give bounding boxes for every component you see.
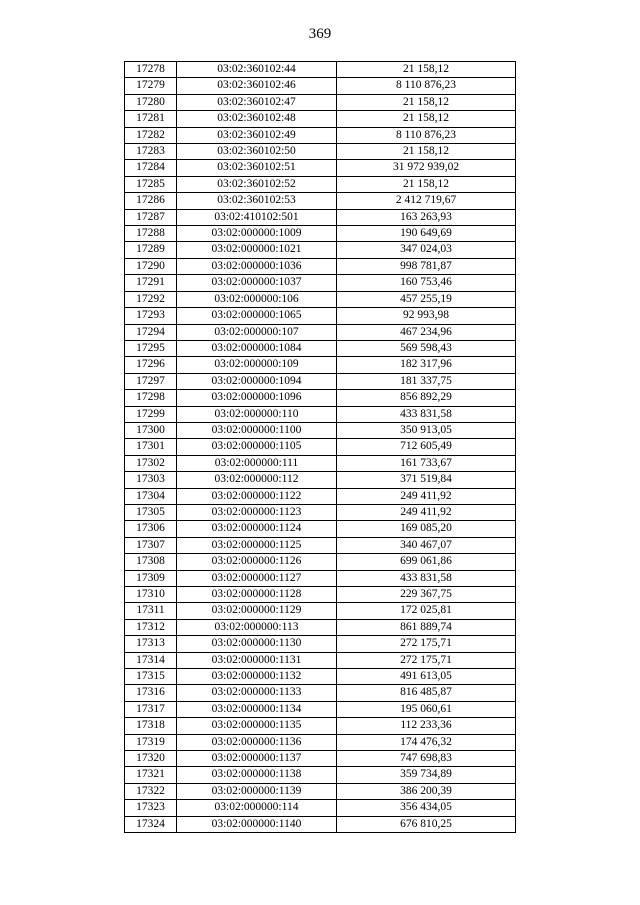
table-row — [125, 718, 516, 734]
table-row — [125, 127, 516, 143]
table-row — [125, 78, 516, 94]
table-row — [125, 751, 516, 767]
cadastral-number-cell: 03:02:360102:47 — [177, 94, 337, 110]
table-row — [125, 767, 516, 783]
cadastral-number-cell: 03:02:000000:106 — [177, 291, 337, 307]
row-number-cell: 17323 — [125, 800, 177, 816]
value-cell: 21 158,12 — [337, 176, 516, 192]
value-cell: 816 485,87 — [337, 685, 516, 701]
table-row — [125, 685, 516, 701]
table-row — [125, 357, 516, 373]
value-cell: 249 411,92 — [337, 488, 516, 504]
row-number-cell: 17290 — [125, 258, 177, 274]
value-cell: 8 110 876,23 — [337, 78, 516, 94]
value-cell: 386 200,39 — [337, 783, 516, 799]
row-number-cell: 17288 — [125, 226, 177, 242]
table-row — [125, 570, 516, 586]
row-number-cell: 17292 — [125, 291, 177, 307]
cadastral-number-cell: 03:02:000000:111 — [177, 455, 337, 471]
value-cell: 21 158,12 — [337, 62, 516, 78]
row-number-cell: 17293 — [125, 308, 177, 324]
row-number-cell: 17284 — [125, 160, 177, 176]
table-row — [125, 176, 516, 192]
value-cell: 272 175,71 — [337, 636, 516, 652]
value-cell: 21 158,12 — [337, 144, 516, 160]
cadastral-value-table — [124, 61, 516, 833]
value-cell: 433 831,58 — [337, 570, 516, 586]
value-cell: 433 831,58 — [337, 406, 516, 422]
table-row — [125, 390, 516, 406]
cadastral-number-cell: 03:02:000000:1134 — [177, 701, 337, 717]
cadastral-number-cell: 03:02:000000:1135 — [177, 718, 337, 734]
table-row — [125, 587, 516, 603]
cadastral-number-cell: 03:02:360102:52 — [177, 176, 337, 192]
value-cell: 195 060,61 — [337, 701, 516, 717]
row-number-cell: 17280 — [125, 94, 177, 110]
row-number-cell: 17321 — [125, 767, 177, 783]
table-row — [125, 455, 516, 471]
value-cell: 747 698,83 — [337, 751, 516, 767]
cadastral-number-cell: 03:02:000000:1136 — [177, 734, 337, 750]
table-row — [125, 94, 516, 110]
value-cell: 272 175,71 — [337, 652, 516, 668]
row-number-cell: 17291 — [125, 275, 177, 291]
cadastral-number-cell: 03:02:360102:44 — [177, 62, 337, 78]
cadastral-number-cell: 03:02:000000:114 — [177, 800, 337, 816]
value-cell: 190 649,69 — [337, 226, 516, 242]
cadastral-number-cell: 03:02:000000:1036 — [177, 258, 337, 274]
cadastral-number-cell: 03:02:000000:107 — [177, 324, 337, 340]
value-cell: 229 367,75 — [337, 587, 516, 603]
table-row — [125, 62, 516, 78]
cadastral-number-cell: 03:02:000000:1084 — [177, 340, 337, 356]
value-cell: 998 781,87 — [337, 258, 516, 274]
value-cell: 347 024,03 — [337, 242, 516, 258]
value-cell: 92 993,98 — [337, 308, 516, 324]
table-row — [125, 193, 516, 209]
table-row — [125, 291, 516, 307]
value-cell: 491 613,05 — [337, 669, 516, 685]
table-body — [125, 62, 516, 833]
cadastral-number-cell: 03:02:360102:53 — [177, 193, 337, 209]
row-number-cell: 17316 — [125, 685, 177, 701]
cadastral-number-cell: 03:02:000000:1126 — [177, 554, 337, 570]
table-row — [125, 619, 516, 635]
row-number-cell: 17296 — [125, 357, 177, 373]
row-number-cell: 17320 — [125, 751, 177, 767]
table-row — [125, 324, 516, 340]
value-cell: 181 337,75 — [337, 373, 516, 389]
row-number-cell: 17324 — [125, 816, 177, 832]
cadastral-number-cell: 03:02:000000:1140 — [177, 816, 337, 832]
row-number-cell: 17308 — [125, 554, 177, 570]
cadastral-number-cell: 03:02:000000:1133 — [177, 685, 337, 701]
row-number-cell: 17303 — [125, 472, 177, 488]
table-row — [125, 504, 516, 520]
value-cell: 21 158,12 — [337, 94, 516, 110]
cadastral-number-cell: 03:02:000000:1009 — [177, 226, 337, 242]
row-number-cell: 17289 — [125, 242, 177, 258]
value-cell: 569 598,43 — [337, 340, 516, 356]
value-cell: 21 158,12 — [337, 111, 516, 127]
row-number-cell: 17282 — [125, 127, 177, 143]
cadastral-number-cell: 03:02:360102:49 — [177, 127, 337, 143]
row-number-cell: 17313 — [125, 636, 177, 652]
row-number-cell: 17281 — [125, 111, 177, 127]
row-number-cell: 17309 — [125, 570, 177, 586]
row-number-cell: 17298 — [125, 390, 177, 406]
table-row — [125, 537, 516, 553]
value-cell: 160 753,46 — [337, 275, 516, 291]
table-row — [125, 275, 516, 291]
row-number-cell: 17318 — [125, 718, 177, 734]
table-row — [125, 783, 516, 799]
table-row — [125, 258, 516, 274]
value-cell: 172 025,81 — [337, 603, 516, 619]
row-number-cell: 17285 — [125, 176, 177, 192]
row-number-cell: 17286 — [125, 193, 177, 209]
row-number-cell: 17287 — [125, 209, 177, 225]
cadastral-number-cell: 03:02:360102:48 — [177, 111, 337, 127]
row-number-cell: 17307 — [125, 537, 177, 553]
value-cell: 467 234,96 — [337, 324, 516, 340]
cadastral-number-cell: 03:02:000000:1094 — [177, 373, 337, 389]
cadastral-number-cell: 03:02:410102:501 — [177, 209, 337, 225]
row-number-cell: 17279 — [125, 78, 177, 94]
row-number-cell: 17300 — [125, 422, 177, 438]
cadastral-number-cell: 03:02:000000:1130 — [177, 636, 337, 652]
cadastral-number-cell: 03:02:360102:46 — [177, 78, 337, 94]
cadastral-number-cell: 03:02:360102:50 — [177, 144, 337, 160]
cadastral-number-cell: 03:02:000000:1131 — [177, 652, 337, 668]
row-number-cell: 17301 — [125, 439, 177, 455]
cadastral-number-cell: 03:02:000000:1124 — [177, 521, 337, 537]
row-number-cell: 17315 — [125, 669, 177, 685]
value-cell: 856 892,29 — [337, 390, 516, 406]
table-row — [125, 816, 516, 832]
cadastral-number-cell: 03:02:000000:112 — [177, 472, 337, 488]
table-row — [125, 406, 516, 422]
cadastral-number-cell: 03:02:000000:1127 — [177, 570, 337, 586]
value-cell: 161 733,67 — [337, 455, 516, 471]
table-row — [125, 226, 516, 242]
row-number-cell: 17304 — [125, 488, 177, 504]
table-row — [125, 340, 516, 356]
cadastral-number-cell: 03:02:000000:1137 — [177, 751, 337, 767]
value-cell: 169 085,20 — [337, 521, 516, 537]
row-number-cell: 17305 — [125, 504, 177, 520]
table-row — [125, 242, 516, 258]
value-cell: 457 255,19 — [337, 291, 516, 307]
page-number: 369 — [308, 26, 332, 42]
value-cell: 249 411,92 — [337, 504, 516, 520]
cadastral-number-cell: 03:02:000000:1065 — [177, 308, 337, 324]
cadastral-number-cell: 03:02:360102:51 — [177, 160, 337, 176]
row-number-cell: 17299 — [125, 406, 177, 422]
value-cell: 8 110 876,23 — [337, 127, 516, 143]
value-cell: 350 913,05 — [337, 422, 516, 438]
row-number-cell: 17283 — [125, 144, 177, 160]
value-cell: 359 734,89 — [337, 767, 516, 783]
cadastral-number-cell: 03:02:000000:1021 — [177, 242, 337, 258]
cadastral-number-cell: 03:02:000000:1123 — [177, 504, 337, 520]
table-row — [125, 209, 516, 225]
row-number-cell: 17311 — [125, 603, 177, 619]
value-cell: 340 467,07 — [337, 537, 516, 553]
row-number-cell: 17297 — [125, 373, 177, 389]
cadastral-number-cell: 03:02:000000:1128 — [177, 587, 337, 603]
table-row — [125, 734, 516, 750]
table-row — [125, 422, 516, 438]
cadastral-number-cell: 03:02:000000:1096 — [177, 390, 337, 406]
table-row — [125, 160, 516, 176]
table-row — [125, 472, 516, 488]
cadastral-number-cell: 03:02:000000:1139 — [177, 783, 337, 799]
cadastral-number-cell: 03:02:000000:1100 — [177, 422, 337, 438]
row-number-cell: 17278 — [125, 62, 177, 78]
cadastral-number-cell: 03:02:000000:1132 — [177, 669, 337, 685]
row-number-cell: 17294 — [125, 324, 177, 340]
row-number-cell: 17319 — [125, 734, 177, 750]
row-number-cell: 17322 — [125, 783, 177, 799]
table-row — [125, 636, 516, 652]
table-row — [125, 111, 516, 127]
table-row — [125, 554, 516, 570]
value-cell: 163 263,93 — [337, 209, 516, 225]
row-number-cell: 17306 — [125, 521, 177, 537]
row-number-cell: 17317 — [125, 701, 177, 717]
row-number-cell: 17310 — [125, 587, 177, 603]
cadastral-number-cell: 03:02:000000:1122 — [177, 488, 337, 504]
table-row — [125, 488, 516, 504]
cadastral-number-cell: 03:02:000000:1125 — [177, 537, 337, 553]
table-row — [125, 800, 516, 816]
value-cell: 112 233,36 — [337, 718, 516, 734]
table-row — [125, 521, 516, 537]
row-number-cell: 17302 — [125, 455, 177, 471]
table-row — [125, 652, 516, 668]
value-cell: 676 810,25 — [337, 816, 516, 832]
cadastral-number-cell: 03:02:000000:1129 — [177, 603, 337, 619]
row-number-cell: 17295 — [125, 340, 177, 356]
table-row — [125, 669, 516, 685]
cadastral-number-cell: 03:02:000000:1138 — [177, 767, 337, 783]
cadastral-number-cell: 03:02:000000:113 — [177, 619, 337, 635]
table-row — [125, 373, 516, 389]
cadastral-number-cell: 03:02:000000:1037 — [177, 275, 337, 291]
row-number-cell: 17312 — [125, 619, 177, 635]
cadastral-number-cell: 03:02:000000:1105 — [177, 439, 337, 455]
cadastral-number-cell: 03:02:000000:110 — [177, 406, 337, 422]
value-cell: 182 317,96 — [337, 357, 516, 373]
value-cell: 174 476,32 — [337, 734, 516, 750]
value-cell: 371 519,84 — [337, 472, 516, 488]
cadastral-number-cell: 03:02:000000:109 — [177, 357, 337, 373]
table-row — [125, 701, 516, 717]
value-cell: 712 605,49 — [337, 439, 516, 455]
value-cell: 31 972 939,02 — [337, 160, 516, 176]
table-row — [125, 439, 516, 455]
value-cell: 861 889,74 — [337, 619, 516, 635]
value-cell: 699 061,86 — [337, 554, 516, 570]
table-row — [125, 308, 516, 324]
row-number-cell: 17314 — [125, 652, 177, 668]
value-cell: 356 434,05 — [337, 800, 516, 816]
value-cell: 2 412 719,67 — [337, 193, 516, 209]
table-row — [125, 603, 516, 619]
table-row — [125, 144, 516, 160]
